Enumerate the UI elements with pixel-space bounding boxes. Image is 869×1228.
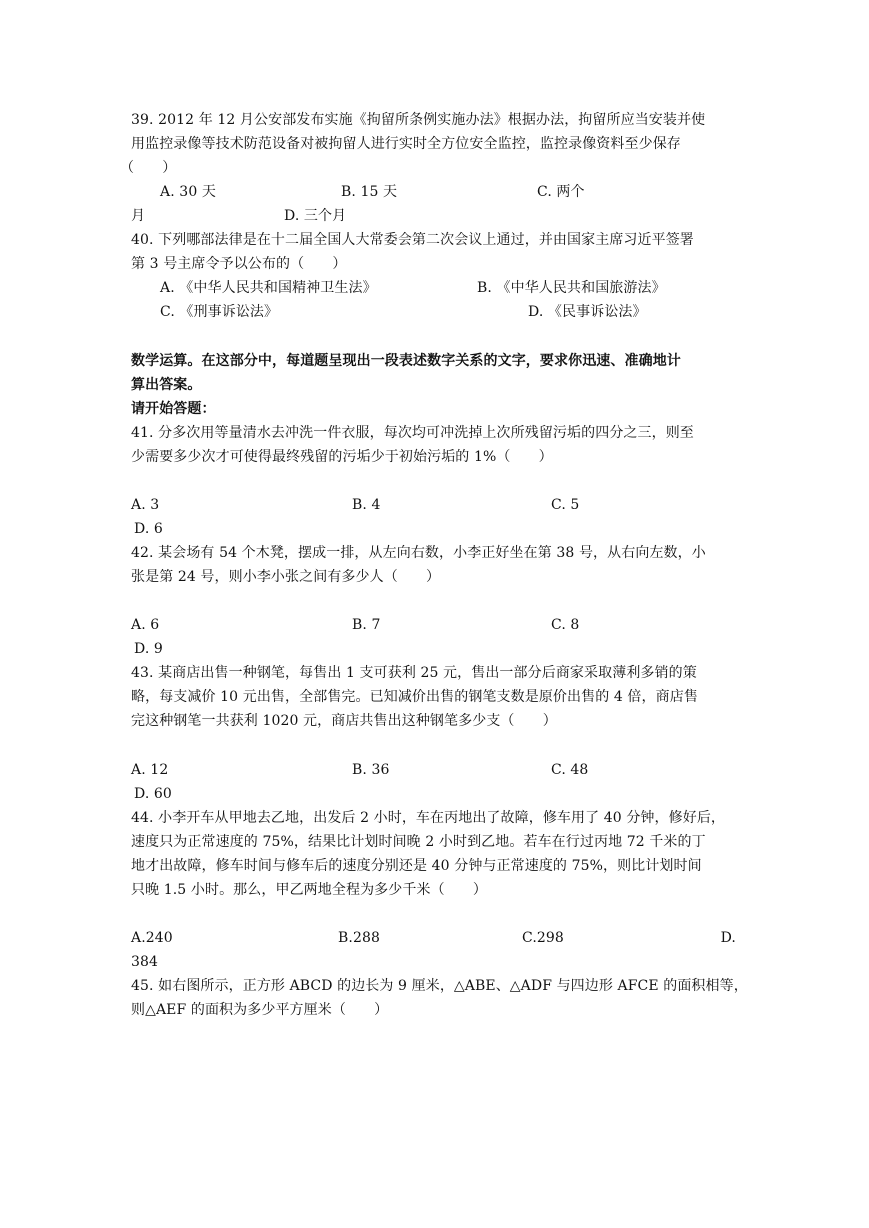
section-heading-line-1: 数学运算。在这部分中，每道题呈现出一段表述数字关系的文字，要求你迅速、准确地计 [131, 353, 681, 369]
q44-line-2: 速度只为正常速度的 75%，结果比计划时间晚 2 小时到乙地。若车在行过丙地 72 千米的丁 [131, 834, 706, 850]
q44-option-b: B.288 [338, 930, 380, 946]
q39-line-1: 39. 2012 年 12 月公安部发布实施《拘留所条例实施办法》根据办法，拘留所应当安装并使 [131, 112, 706, 128]
q39-option-c-continued: 月 [131, 208, 146, 224]
q39-option-d: D. 三个月 [284, 208, 347, 224]
q40-line-2: 第 3 号主席令予以公布的（ ） [131, 256, 347, 272]
q41-line-1: 41. 分多次用等量清水去冲洗一件衣服，每次均可冲洗掉上次所残留污垢的四分之三，则至 [131, 425, 694, 441]
q40-option-c: C. 《刑事诉讼法》 [160, 304, 279, 320]
q40-option-a: A. 《中华人民共和国精神卫生法》 [160, 280, 377, 296]
q39-option-c: C. 两个 [537, 184, 585, 200]
q44-line-4: 只晚 1.5 小时。那么，甲乙两地全程为多少千米（ ） [131, 882, 487, 898]
q40-option-d: D. 《民事诉讼法》 [528, 304, 647, 320]
q42-line-1: 42. 某会场有 54 个木凳，摆成一排，从左向右数，小李正好坐在第 38 号，从右向左数，小 [131, 545, 706, 561]
q42-option-d: D. 9 [134, 641, 163, 657]
section-instruction: 请开始答题： [131, 401, 216, 417]
q39-line-3: （ ） [120, 160, 177, 176]
q42-line-2: 张是第 24 号，则小李小张之间有多少人（ ） [131, 569, 441, 585]
q43-option-a: A. 12 [131, 762, 169, 778]
q44-option-d: D. [720, 930, 736, 946]
q39-line-2: 用监控录像等技术防范设备对被拘留人进行实时全方位安全监控，监控录像资料至少保存 [131, 136, 681, 152]
q43-line-3: 完这种钢笔一共获利 1020 元，商店共售出这种钢笔多少支（ ） [131, 713, 557, 729]
q43-option-c: C. 48 [551, 762, 589, 778]
q41-line-2: 少需要多少次才可使得最终残留的污垢少于初始污垢的 1%（ ） [131, 449, 553, 465]
q44-option-a: A.240 [131, 930, 173, 946]
q45-line-2: 则△AEF 的面积为多少平方厘米（ ） [131, 1002, 389, 1018]
q43-option-b: B. 36 [352, 762, 390, 778]
q41-option-b: B. 4 [352, 497, 381, 513]
q44-option-d-continued: 384 [131, 954, 159, 970]
q39-option-b: B. 15 天 [341, 184, 398, 200]
q42-option-c: C. 8 [551, 617, 580, 633]
q43-option-d: D. 60 [134, 786, 172, 802]
q41-option-c: C. 5 [551, 497, 580, 513]
q42-option-b: B. 7 [352, 617, 381, 633]
q40-line-1: 40. 下列哪部法律是在十二届全国人大常委会第二次会议上通过，并由国家主席习近平签署 [131, 232, 694, 248]
q39-option-a: A. 30 天 [160, 184, 216, 200]
q45-line-1: 45. 如右图所示，正方形 ABCD 的边长为 9 厘米，△ABE、△ADF 与四边形 AFCE 的面积相等， [131, 978, 748, 994]
q44-line-3: 地才出故障，修车时间与修车后的速度分别还是 40 分钟与正常速度的 75%，则比计划时间 [131, 858, 702, 874]
q44-line-1: 44. 小李开车从甲地去乙地，出发后 2 小时，车在丙地出了故障，修车用了 40 分钟，修好后， [131, 810, 726, 826]
q40-option-b: B. 《中华人民共和国旅游法》 [477, 280, 666, 296]
q42-option-a: A. 6 [131, 617, 160, 633]
q41-option-a: A. 3 [131, 497, 160, 513]
q43-line-1: 43. 某商店出售一种钢笔，每售出 1 支可获利 25 元，售出一部分后商家采取薄利多销的策 [131, 665, 697, 681]
q41-option-d: D. 6 [134, 521, 163, 537]
section-heading-line-2: 算出答案。 [131, 377, 202, 393]
q44-option-c: C.298 [522, 930, 564, 946]
q43-line-2: 略，每支减价 10 元出售，全部售完。已知减价出售的钢笔支数是原价出售的 4 倍，商店售 [131, 689, 698, 705]
